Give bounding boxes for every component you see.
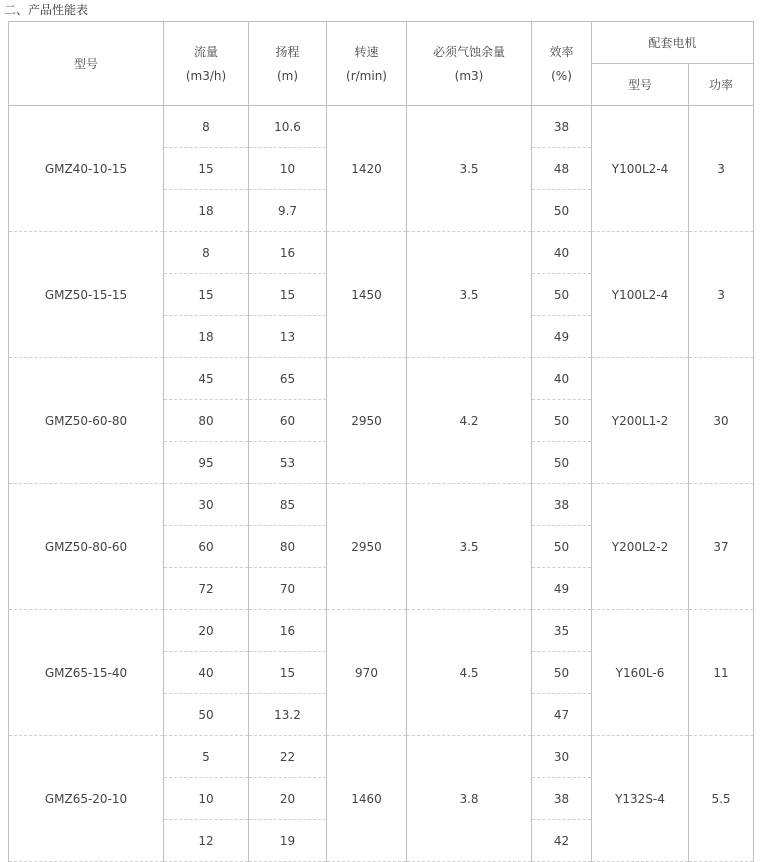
cell-head: 85 [249,484,327,526]
table-row [9,736,754,778]
cell-model: GMZ40-10-15 [9,106,164,232]
cell-speed: 1450 [327,232,407,358]
cell-motor-model: Y160L-6 [592,610,689,736]
cell-npsh: 3.8 [407,736,532,862]
cell-efficiency: 30 [532,736,592,778]
cell-head: 10 [249,148,327,190]
cell-head: 19 [249,820,327,862]
table-row [9,484,754,526]
cell-efficiency: 49 [532,316,592,358]
cell-efficiency: 49 [532,568,592,610]
cell-motor-power: 37 [689,484,754,610]
header-speed: 转速 (r/min) [327,22,407,106]
cell-flow: 60 [164,526,249,568]
cell-head: 65 [249,358,327,400]
table-row [9,610,754,652]
cell-flow: 8 [164,106,249,148]
cell-flow: 45 [164,358,249,400]
cell-model: GMZ50-80-60 [9,484,164,610]
cell-efficiency: 35 [532,610,592,652]
header-efficiency: 效率 (%) [532,22,592,106]
cell-efficiency: 50 [532,442,592,484]
header-motor: 配套电机 [592,22,754,64]
cell-flow: 50 [164,694,249,736]
cell-head: 22 [249,736,327,778]
cell-npsh: 3.5 [407,232,532,358]
cell-motor-model: Y132S-4 [592,736,689,862]
cell-motor-power: 5.5 [689,736,754,862]
cell-flow: 80 [164,400,249,442]
header-motor-model: 型号 [592,64,689,106]
header-npsh: 必须气蚀余量 (m3) [407,22,532,106]
cell-motor-model: Y200L1-2 [592,358,689,484]
cell-head: 16 [249,610,327,652]
section-title: 二、产品性能表 [4,3,89,17]
cell-model: GMZ50-15-15 [9,232,164,358]
cell-motor-model: Y100L2-4 [592,232,689,358]
cell-head: 13.2 [249,694,327,736]
cell-speed: 2950 [327,484,407,610]
table-body [9,106,754,862]
cell-head: 60 [249,400,327,442]
cell-flow: 30 [164,484,249,526]
cell-head: 15 [249,274,327,316]
cell-efficiency: 40 [532,232,592,274]
cell-head: 9.7 [249,190,327,232]
cell-head: 15 [249,652,327,694]
header-model: 型号 [9,22,164,106]
cell-efficiency: 38 [532,778,592,820]
cell-head: 53 [249,442,327,484]
cell-speed: 1420 [327,106,407,232]
cell-motor-model: Y200L2-2 [592,484,689,610]
cell-motor-power: 3 [689,232,754,358]
table-row [9,358,754,400]
cell-flow: 72 [164,568,249,610]
cell-flow: 8 [164,232,249,274]
header-head: 扬程 (m) [249,22,327,106]
cell-efficiency: 47 [532,694,592,736]
cell-efficiency: 40 [532,358,592,400]
cell-flow: 15 [164,148,249,190]
cell-flow: 95 [164,442,249,484]
cell-flow: 15 [164,274,249,316]
cell-flow: 40 [164,652,249,694]
cell-model: GMZ50-60-80 [9,358,164,484]
table-row [9,232,754,274]
header-motor-power: 功率 [689,64,754,106]
cell-head: 20 [249,778,327,820]
cell-efficiency: 48 [532,148,592,190]
cell-npsh: 4.5 [407,610,532,736]
cell-npsh: 3.5 [407,106,532,232]
cell-model: GMZ65-20-10 [9,736,164,862]
cell-efficiency: 38 [532,484,592,526]
performance-table [8,21,754,862]
cell-flow: 10 [164,778,249,820]
cell-head: 16 [249,232,327,274]
cell-speed: 1460 [327,736,407,862]
cell-flow: 18 [164,316,249,358]
cell-motor-power: 3 [689,106,754,232]
cell-flow: 5 [164,736,249,778]
cell-motor-power: 30 [689,358,754,484]
cell-flow: 20 [164,610,249,652]
cell-efficiency: 50 [532,526,592,568]
cell-efficiency: 50 [532,400,592,442]
cell-speed: 970 [327,610,407,736]
cell-efficiency: 50 [532,190,592,232]
cell-npsh: 4.2 [407,358,532,484]
cell-flow: 18 [164,190,249,232]
cell-efficiency: 50 [532,652,592,694]
cell-flow: 12 [164,820,249,862]
cell-motor-model: Y100L2-4 [592,106,689,232]
cell-head: 80 [249,526,327,568]
header-flow: 流量 (m3/h) [164,22,249,106]
table-row [9,106,754,148]
cell-efficiency: 42 [532,820,592,862]
cell-efficiency: 38 [532,106,592,148]
cell-speed: 2950 [327,358,407,484]
cell-motor-power: 11 [689,610,754,736]
cell-efficiency: 50 [532,274,592,316]
cell-head: 70 [249,568,327,610]
cell-npsh: 3.5 [407,484,532,610]
cell-model: GMZ65-15-40 [9,610,164,736]
cell-head: 10.6 [249,106,327,148]
cell-head: 13 [249,316,327,358]
